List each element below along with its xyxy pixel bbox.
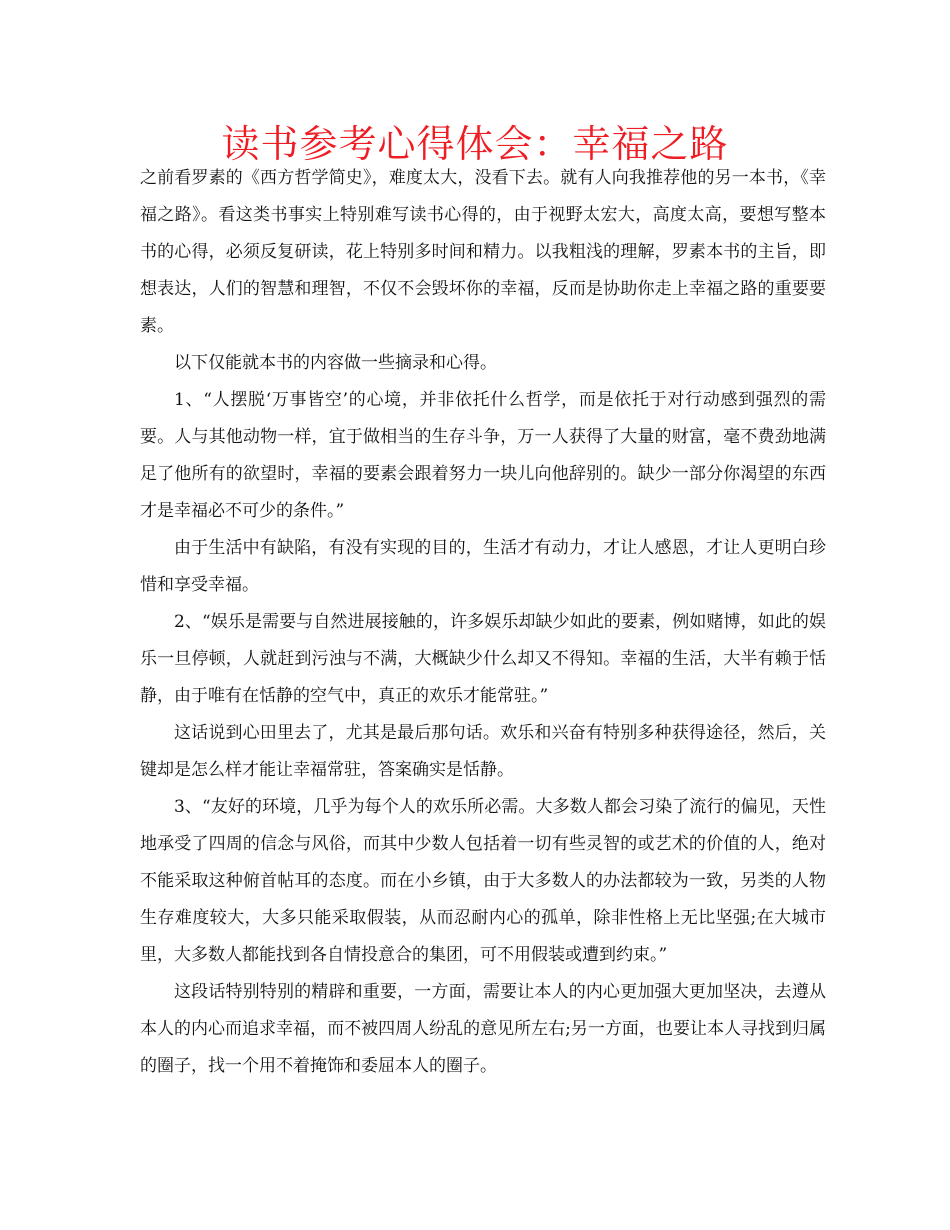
paragraph-comment-1: 由于生活中有缺陷，有没有实现的目的，生活才有动力，才让人感恩，才让人更明白珍惜和享受幸福。 [140,538,826,595]
document-title: 读书参考心得体会：幸福之路 [221,122,729,166]
paragraph-quote-1: 1、“人摆脱‘万事皆空’的心境，并非依托什么哲学，而是依托于对行动感到强烈的需要。人与其他动物一样，宜于做相当的生存斗争，万一人获得了大量的财富，毫不费劲地满足了他所有的欲望时，幸福的要素会跟着努力一块儿向他辞别的。缺少一部分你渴望的东西才是幸福必不可少的条件。” [140,390,826,521]
paragraph-comment-3: 这段话特别特别的精辟和重要，一方面，需要让本人的内心更加强大更加坚决，去遵从本人的内心而追求幸福，而不被四周人纷乱的意见所左右;另一方面，也要让本人寻找到归属的圈子，找一个用不着掩饰和委屈本人的圈子。 [140,982,826,1076]
paragraph-quote-3: 3、“友好的环境，几乎为每个人的欢乐所必需。大多数人都会习染了流行的偏见，天性地承受了四周的信念与风俗，而其中少数人包括着一切有些灵智的或艺术的价值的人，绝对不能采取这种俯首帖耳的态度。而在小乡镇，由于大多数人的办法都较为一致，另类的人物生存难度较大，大多只能采取假装，从而忍耐内心的孤单，除非性格上无比坚强;在大城市里，大多数人都能找到各自情投意合的集团，可不用假装或遭到约束。” [140,797,826,965]
paragraph-comment-2: 这话说到心田里去了，尤其是最后那句话。欢乐和兴奋有特别多种获得途径，然后，关键却是怎么样才能让幸福常驻，答案确实是恬静。 [140,723,826,780]
paragraph-intro: 之前看罗素的《西方哲学简史》，难度太大，没看下去。就有人向我推荐他的另一本书，《幸福之路》。看这类书事实上特别难写读书心得的，由于视野太宏大，高度太高，要想写整本书的心得，必须反复研读，花上特别多时间和精力。以我粗浅的理解，罗素本书的主旨，即想表达，人们的智慧和理智，不仅不会毁坏你的幸福，反而是协助你走上幸福之路的重要要素。 [140,168,826,336]
paragraph-excerpt-note: 以下仅能就本书的内容做一些摘录和心得。 [174,353,497,373]
paragraph-quote-2: 2、“娱乐是需要与自然进展接触的，许多娱乐却缺少如此的要素，例如赌博，如此的娱乐一旦停顿，人就赶到污浊与不满，大概缺少什么却又不得知。幸福的生活，大半有赖于恬静，由于唯有在恬静的空气中，真正的欢乐才能常驻。” [140,612,826,706]
document-body [140,160,826,1085]
